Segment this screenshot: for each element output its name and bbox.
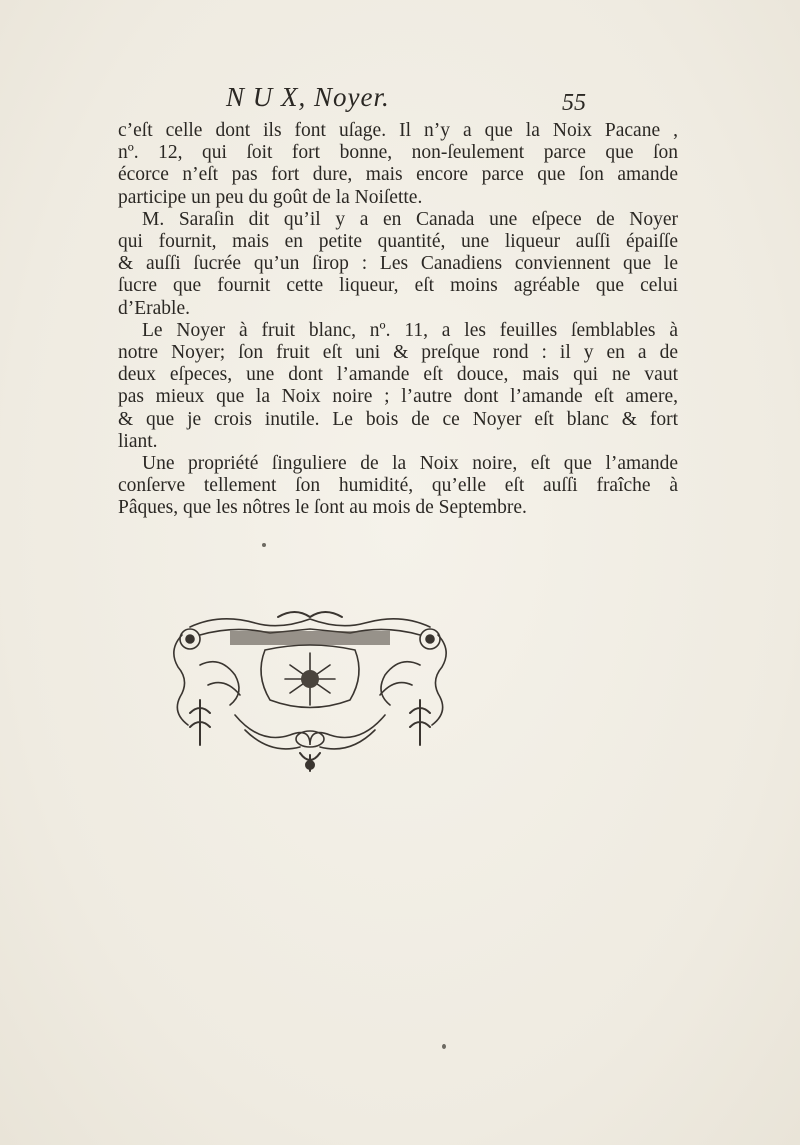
paper-speck xyxy=(442,1044,446,1049)
text-line: Une propriété ſinguliere de la Noix noire, eſt que l’amande xyxy=(142,453,678,475)
text-line: conſerve tellement ſon humidité, qu’elle eſt auſſi fraîche à xyxy=(118,475,678,497)
paragraph-1 xyxy=(118,120,678,209)
text-line: liant. xyxy=(118,430,158,452)
text-line: participe un peu du goût de la Noiſette. xyxy=(118,186,423,208)
paragraph-4 xyxy=(118,453,678,520)
text-line: pas mieux que la Noix noire ; l’autre dont l’amande eſt amere, xyxy=(118,386,678,408)
paper-speck xyxy=(262,543,266,547)
text-line: & que je crois inutile. Le bois de ce Noyer eſt blanc & fort xyxy=(118,408,678,430)
paragraph-2 xyxy=(118,209,678,320)
text-line: Le Noyer à fruit blanc, nº. 11, a les feuilles ſemblables à xyxy=(142,319,678,341)
text-line: ſucre que fournit cette liqueur, eſt moins agréable que celui xyxy=(118,275,678,297)
page-number: 55 xyxy=(562,90,586,116)
text-line: d’Erable. xyxy=(118,297,191,319)
text-line: nº. 12, qui ſoit fort bonne, non-ſeulement parce que ſon xyxy=(118,142,678,164)
text-line: deux eſpeces, une dont l’amande eſt douce, mais qui ne vaut xyxy=(118,364,678,386)
body-text xyxy=(118,120,678,520)
ornamental-vignette-icon xyxy=(160,605,460,775)
text-line: Pâques, que les nôtres le ſont au mois de Septembre. xyxy=(118,497,527,519)
text-line: écorce n’eſt pas fort dure, mais encore parce que ſon amande xyxy=(118,164,678,186)
paragraph-3 xyxy=(118,320,678,453)
text-line: & auſſi ſucrée qu’un ſirop : Les Canadiens conviennent que le xyxy=(118,253,678,275)
text-line: c’eſt celle dont ils font uſage. Il n’y a que la Noix Pacane , xyxy=(118,120,678,141)
running-head: N U X, Noyer. xyxy=(226,82,390,112)
text-line: M. Saraſin dit qu’il y a en Canada une eſpece de Noyer xyxy=(142,208,678,230)
text-line: qui fournit, mais en petite quantité, une liqueur auſſi épaiſſe xyxy=(118,231,678,253)
text-line: notre Noyer; ſon fruit eſt uni & preſque rond : il y en a de xyxy=(118,342,678,364)
